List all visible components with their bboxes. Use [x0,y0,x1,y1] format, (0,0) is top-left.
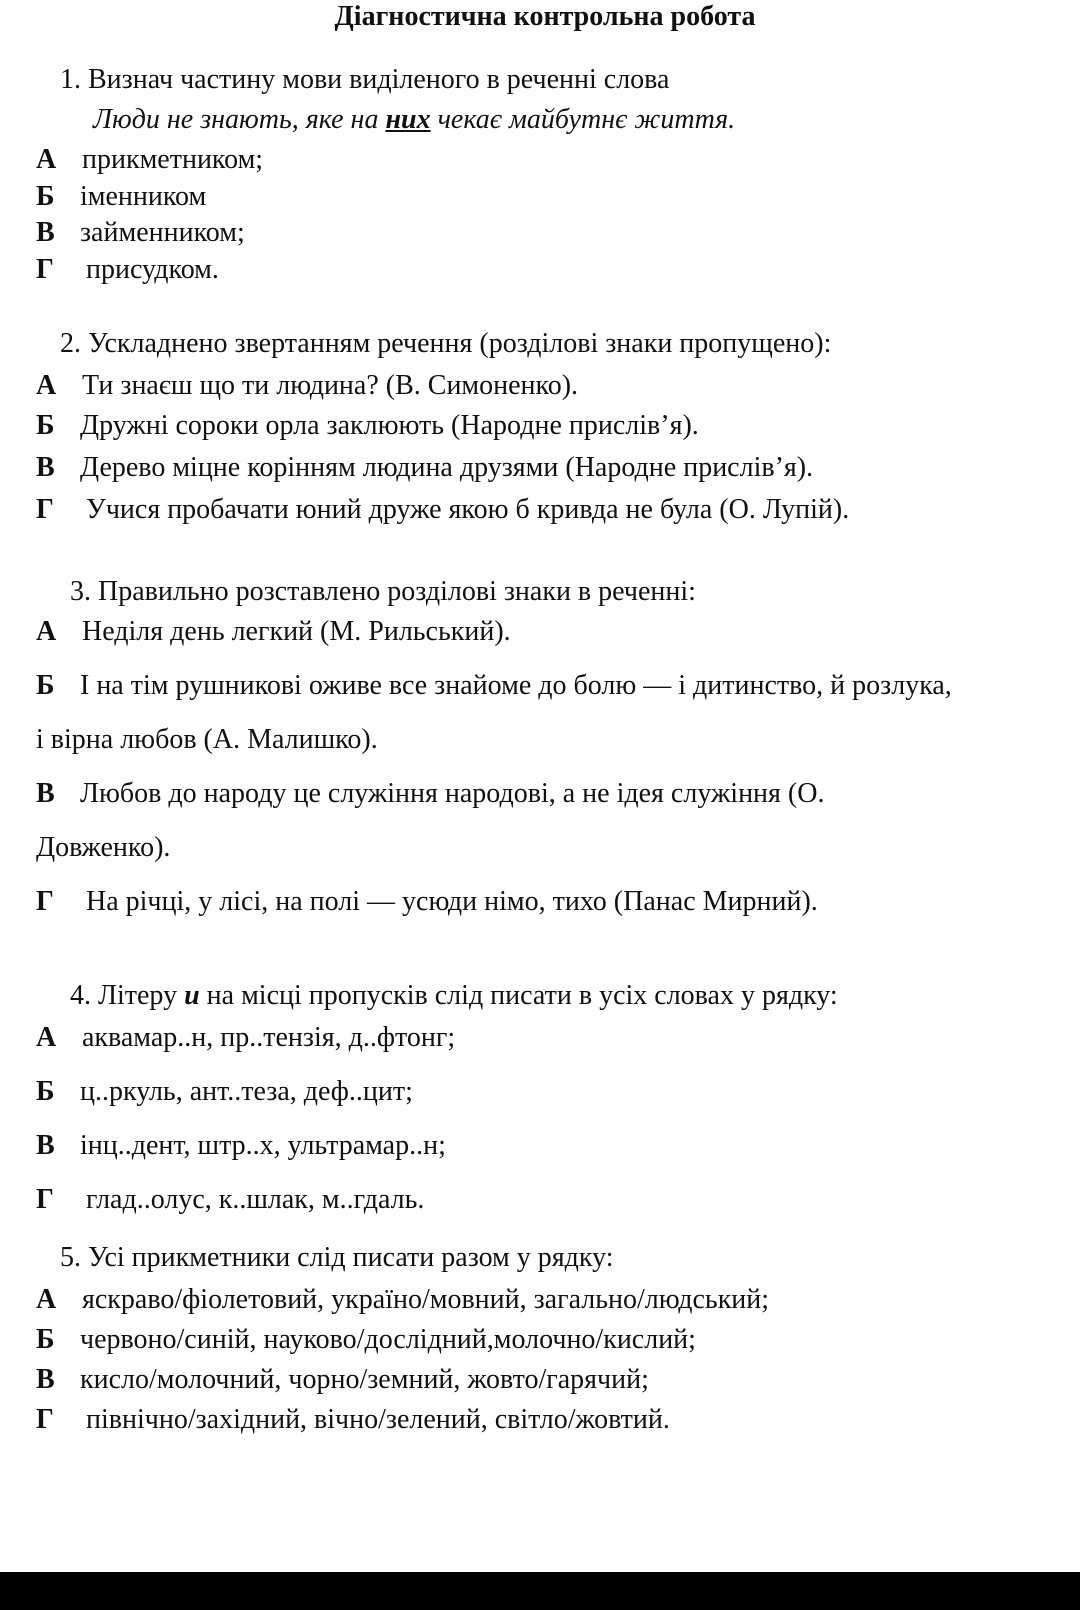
option-letter: А [36,616,57,647]
question-text: Правильно розставлено розділові знаки в реченні: [98,576,696,607]
document-title: Діагностична контрольна робота [334,1,756,32]
question-2-prompt [60,328,831,360]
option-letter: Б [36,670,55,701]
option-text: присудком. [86,254,219,285]
option-letter: В [36,217,55,248]
option-letter: А [36,1022,57,1053]
option-letter: В [36,1364,55,1395]
question-text: Визнач частину мови виділеного в реченні слова [88,64,670,95]
option-letter: Г [36,1184,54,1215]
option-letter: А [36,144,57,175]
option-text: іменником [80,181,207,212]
option-text: І на тім рушникові оживе все знайоме до болю — і дитинство, й розлука, [80,670,952,701]
option-letter: В [36,452,55,483]
question-text: Усі прикметники слід писати разом у рядку: [88,1242,614,1273]
option-letter: Г [36,494,54,525]
question-number: 5. [60,1242,81,1273]
question-number: 3. [70,576,91,607]
question-text: Літеру [98,980,185,1011]
bottom-black-bar [0,1572,1080,1610]
question-3-prompt [70,576,696,608]
option-text: кисло/молочний, чорно/земний, жовто/гарячий; [80,1364,649,1395]
option-text: Дерево міцне корінням людина друзями (Народне прислів’я). [80,452,814,483]
option-text: ц..ркуль, ант..теза, деф..цит; [80,1076,413,1107]
option-letter: Б [36,1076,55,1107]
highlighted-letter: и [184,980,200,1011]
option-letter: Б [36,181,55,212]
option-text: Ти знаєш що ти людина? (В. Симоненко). [82,370,579,401]
option-text: прикметником; [82,144,264,175]
question-text: на місці пропусків слід писати в усіх словах у рядку: [199,980,838,1011]
option-text: аквамар..н, пр..тензія, д..фтонг; [82,1022,456,1053]
option-text: Учися пробачати юний друже якою б кривда не була (О. Лупій). [86,494,850,525]
question-number: 1. [60,64,81,95]
sentence-part: Люди не знають, яке на [93,104,386,135]
option-letter: Г [36,254,54,285]
option-letter: Б [36,410,55,441]
option-text: яскраво/фіолетовий, україно/мовний, загально/людський; [82,1284,770,1315]
question-4-prompt [70,980,838,1012]
question-1-sentence [93,104,735,136]
option-text-continuation: Довженко). [36,832,171,863]
option-letter: А [36,370,57,401]
question-5-prompt [60,1242,614,1274]
option-text: займенником; [80,217,245,248]
option-text: північно/західний, вічно/зелений, світло/жовтий. [86,1404,670,1435]
question-number: 2. [60,328,81,359]
question-1-prompt [60,64,669,96]
option-text: Любов до народу це служіння народові, а не ідея служіння (О. [80,778,825,809]
option-letter: Б [36,1324,55,1355]
option-letter: В [36,778,55,809]
highlighted-word: них [385,104,431,135]
option-text: червоно/синій, науково/дослідний,молочно/кислий; [80,1324,696,1355]
question-number: 4. [70,980,91,1011]
option-letter: В [36,1130,55,1161]
option-letter: Г [36,886,54,917]
option-text: Неділя день легкий (М. Рильський). [82,616,511,647]
sentence-part: чекає майбутнє життя. [430,104,736,135]
option-letter: Г [36,1404,54,1435]
question-text: Ускладнено звертанням речення (розділові знаки пропущено): [88,328,832,359]
option-letter: А [36,1284,57,1315]
option-text: На річці, у лісі, на полі — усюди німо, тихо (Панас Мирний). [86,886,818,917]
option-text: глад..олус, к..шлак, м..гдаль. [86,1184,425,1215]
option-text-continuation: і вірна любов (А. Малишко). [36,724,378,755]
option-text: інц..дент, штр..х, ультрамар..н; [80,1130,446,1161]
option-text: Дружні сороки орла заклюють (Народне прислів’я). [80,410,699,441]
